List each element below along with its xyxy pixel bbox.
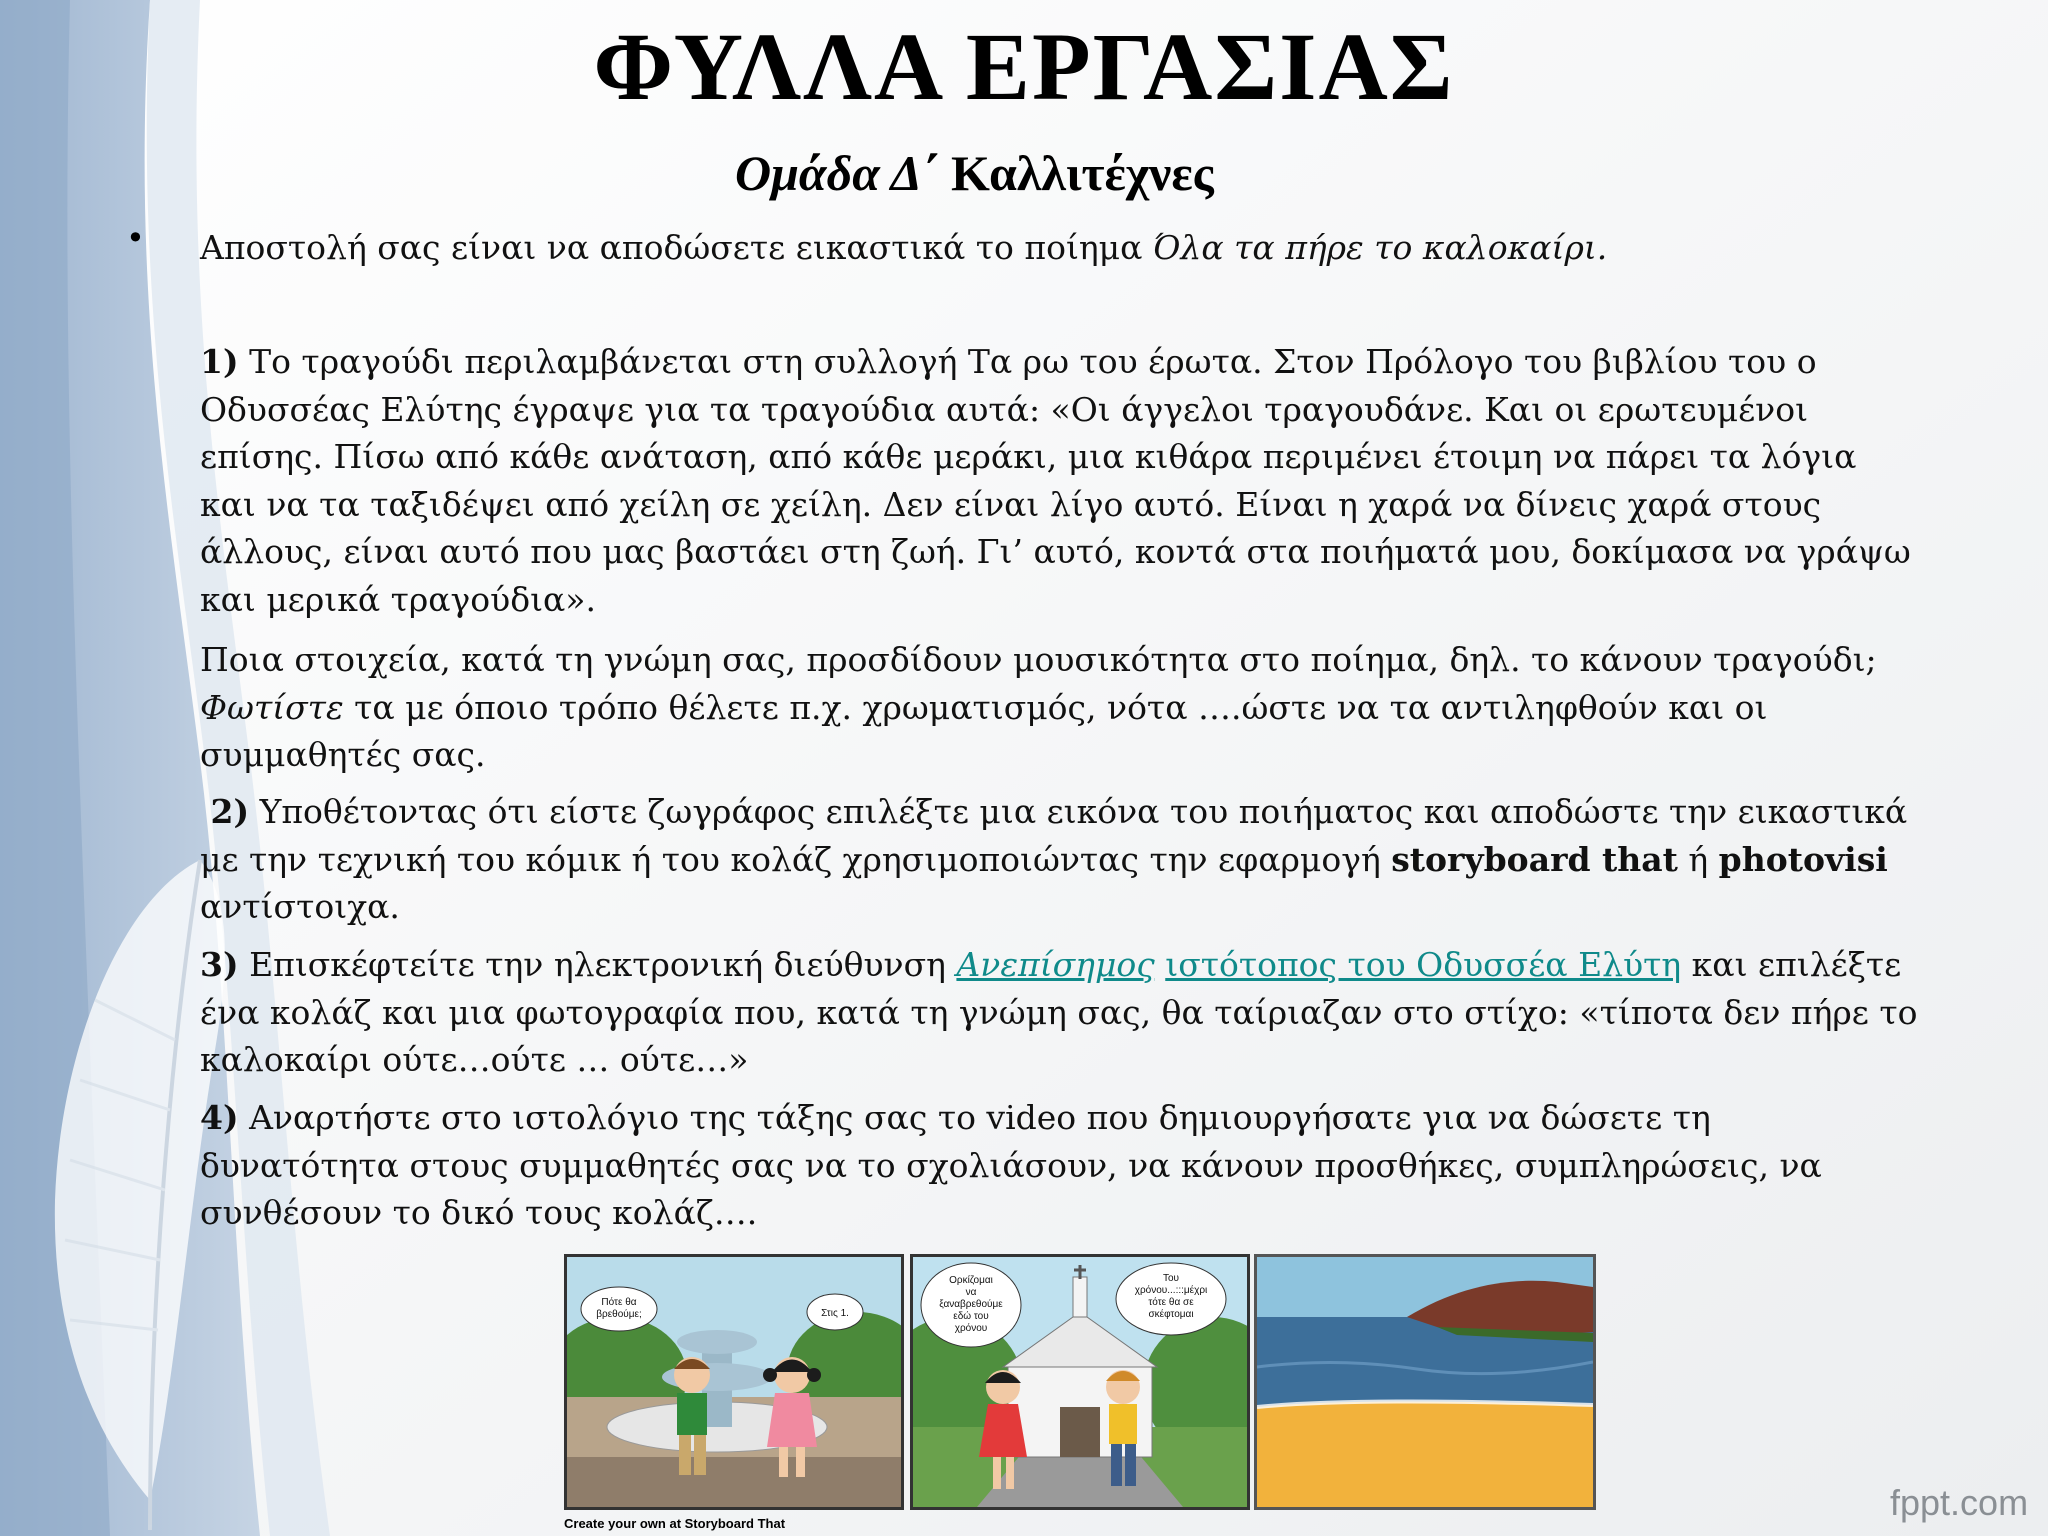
panel2-bubble-left-line1: Ορκίζομαι <box>949 1275 993 1286</box>
item-4-text: Αναρτήστε στο ιστολόγιο της τάξης σας το video που δημιουργήσατε για να δώσετε τη δυνατότητα στους συμμαθητές σας να το σχολιάσουν, να κάνουν προσθήκες, συμπληρώσεις, να συνθέσουν το δικό τους κολάζ…. <box>200 1098 1822 1232</box>
item-3-text: Επισκέφτείτε την ηλεκτρονική διεύθυνση <box>238 945 957 984</box>
item-2 <box>200 788 1920 931</box>
question-emphasis: Φωτίστε <box>200 687 344 727</box>
fppt-brand: fppt.com <box>1890 1482 2029 1523</box>
mission-plain: Αποστολή σας είναι να αποδώσετε εικαστικά το ποίημα <box>200 228 1153 267</box>
question-text-end: τα με όποιο τρόπο θέλετε π.χ. χρωματισμός, νότα ….ώστε να τα αντιληφθούν και οι συμμαθητές σας. <box>200 687 1768 774</box>
item-2-text: Υποθέτοντας ότι είστε ζωγράφος επιλέξτε μια εικόνα του ποιήματος και αποδώστε την εικαστικά με την τεχνική του κόμικ ή του κολάζ χρησιμοποιώντας την εφαρμογή <box>200 792 1908 879</box>
link-italic-text: Ανεπίσημος <box>956 945 1155 984</box>
item-4-number: 4) <box>200 1098 239 1137</box>
panel2-bubble-left-line2: να <box>965 1287 977 1298</box>
page-title: ΦΥΛΛΑ ΕΡΓΑΣΙΑΣ <box>593 13 1455 120</box>
panel1-bubble-right: Στις 1. <box>821 1308 849 1319</box>
storyboard-app-name: storyboard that <box>1391 839 1678 879</box>
photovisi-app-name: photovisi <box>1718 839 1888 879</box>
item-4 <box>200 1094 1920 1237</box>
elytis-site-link-italic[interactable] <box>956 945 1154 984</box>
panel1-bubble-left-line2: βρεθούμε; <box>596 1309 642 1320</box>
item-3-text-end: και επιλέξτε ένα κολάζ και μια φωτογραφία που, κατά τη γνώμη σας, θα ταίριαζαν στο στίχο: «τίποτα δεν πήρε το καλοκαίρι ούτε…ούτε … ούτε…» <box>200 945 1918 1079</box>
subtitle-group: Ομάδα Δ΄ <box>735 145 939 201</box>
panel2-bubble-right-line3: τότε θα σε <box>1148 1297 1194 1308</box>
mission-text <box>200 224 1920 272</box>
panel2-bubble-right-line2: χρόνου...:::μέχρι <box>1134 1285 1208 1296</box>
elytis-site-link[interactable]: ιστότοπος του Οδυσσέα Ελύτη <box>1165 945 1682 984</box>
item-3-number: 3) <box>200 945 239 984</box>
item-2-number: 2) <box>210 792 250 831</box>
question-text: Ποια στοιχεία, κατά τη γνώμη σας, προσδίδουν μουσικότητα στο ποίημα, δηλ. το κάνουν τραγούδι; <box>200 640 1877 679</box>
item-1-text: Το τραγούδι περιλαμβάνεται στη συλλογή Τα ρω του έρωτα. Στον Πρόλογο του βιβλίου του ο Οδυσσέας Ελύτης έγραψε για τα τραγούδια αυτά: «Οι άγγελοι τραγουδάνε. Και οι ερωτευμένοι επίσης. Πίσω από κάθε ανάταση, από κάθε μεράκι, μια κιθάρα περιμένει έτοιμη να πάρει τα λόγια και να τα ταξιδέψει από χείλη σε χείλη. Δεν είναι λίγο αυτό. Είναι η χαρά να δίνεις χαρά στους άλλους, είναι αυτό που μας βαστάει στη ζωή. Γι’ αυτό, κοντά στα ποιήματά μου, δοκίμασα να γράψω και μερικά τραγούδια». <box>200 342 1911 619</box>
item-2-or: ή <box>1677 839 1719 879</box>
comic-scene-church <box>913 1257 1247 1507</box>
subtitle-team: Καλλιτέχνες <box>951 145 1214 201</box>
comic-panel-1 <box>564 1254 904 1510</box>
bullet-icon: • <box>126 219 145 257</box>
panel2-bubble-right-line1: Του <box>1162 1273 1180 1284</box>
comic-scene-fountain <box>567 1257 901 1507</box>
panel2-bubble-left-line4: εδώ του <box>953 1311 989 1322</box>
panel2-bubble-left-line5: χρόνου <box>954 1323 988 1334</box>
item-2-end: αντίστοιχα. <box>200 887 400 926</box>
comic-panel-3 <box>1254 1254 1596 1510</box>
item-1 <box>200 338 1920 623</box>
panel1-bubble-left-line1: Πότε θα <box>601 1297 637 1308</box>
panel2-bubble-left-line3: ξαναβρεθούμε <box>939 1299 1003 1310</box>
item-1-number: 1) <box>200 342 239 381</box>
poem-title: Όλα τα πήρε το καλοκαίρι. <box>1152 228 1608 267</box>
storyboard-credit: Create your own at Storyboard That <box>564 1516 786 1531</box>
comic-panel-2 <box>910 1254 1250 1510</box>
item-1-question <box>200 636 1920 779</box>
subtitle <box>735 143 1214 203</box>
beach-scene <box>1257 1257 1593 1507</box>
item-3 <box>200 941 1920 1084</box>
panel2-bubble-right-line4: σκέφτομαι <box>1148 1309 1194 1320</box>
